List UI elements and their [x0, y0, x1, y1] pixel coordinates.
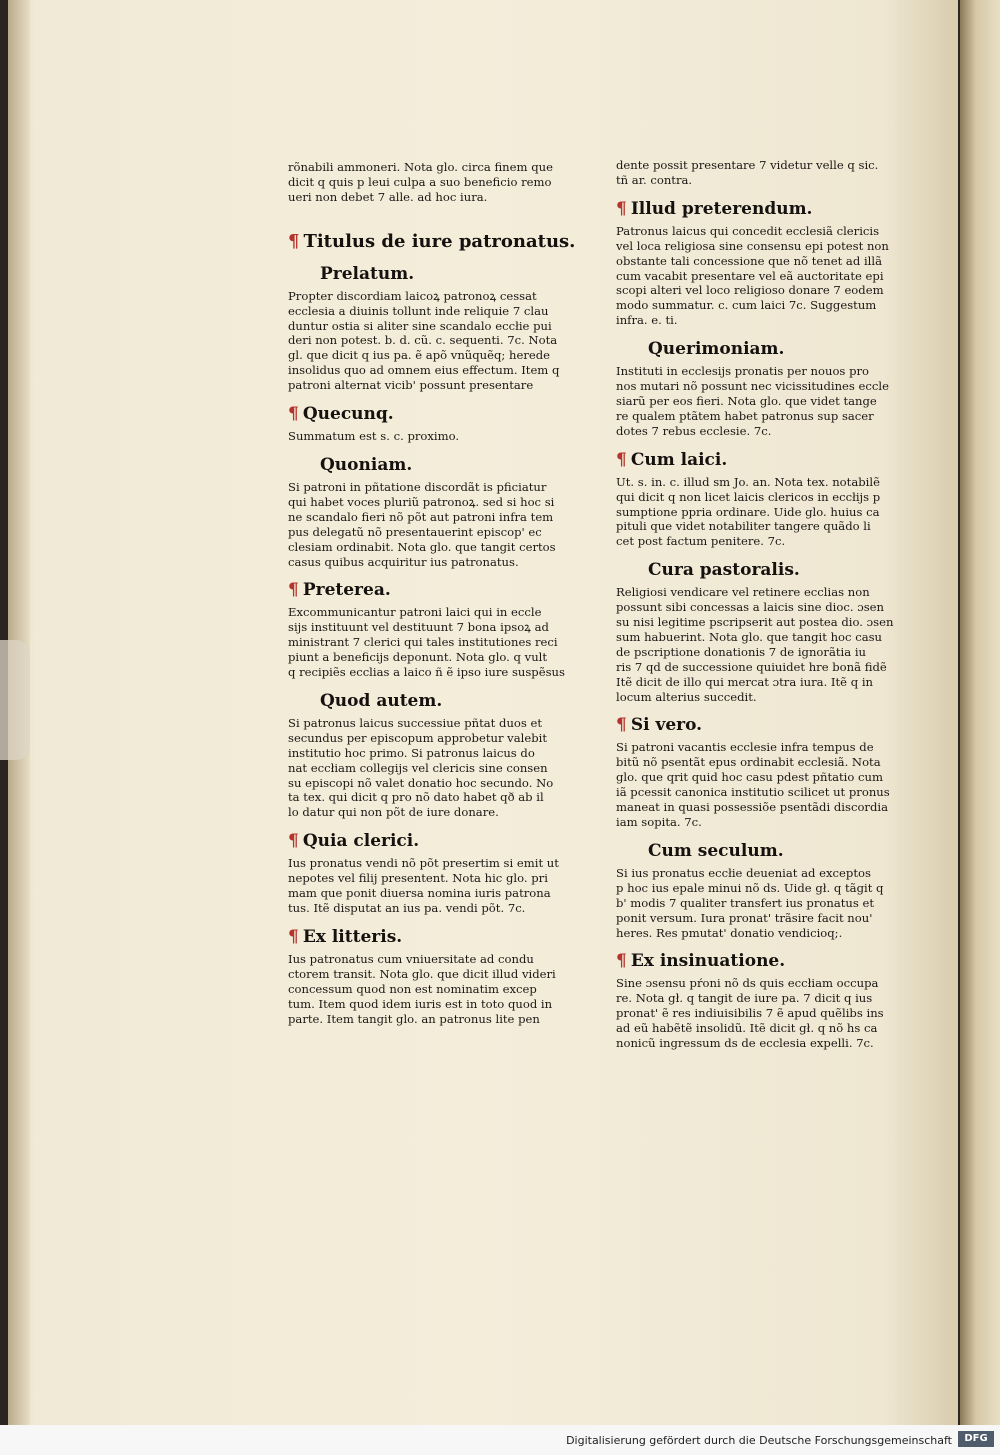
text-line: re qualem ptãtem habet patronus sup sacer — [616, 408, 874, 423]
rubric-mark: ¶ — [288, 230, 300, 252]
text-line: secundus per episcopum approbetur valebit — [288, 730, 547, 745]
text-line: ueri non debet 7 alle. ad hoc iura. — [288, 189, 488, 204]
text-line: ministrant 7 clerici qui tales institutiones reci — [288, 635, 558, 650]
heading-text: Quoniam. — [320, 454, 413, 475]
text-line: cum vacabit presentare vel eã auctoritate epi — [616, 268, 884, 283]
text-line: Religiosi vendicare vel retinere ecclias non — [616, 585, 870, 600]
text-line: Instituti in ecclesijs pronatis per nouos pro — [616, 364, 870, 379]
text-line: ponit versum. Iura pronat' trãsire facit nou' — [616, 910, 873, 925]
chapter-heading — [288, 830, 578, 852]
chapter-heading — [616, 338, 906, 360]
text-line: casus quibus acquiritur ius patronatus. — [288, 554, 519, 569]
text-paragraph — [288, 480, 578, 569]
chapter-heading — [288, 403, 578, 425]
text-line: Itẽ dicit de illo qui mercat ɔtra iura. Itẽ q in — [616, 674, 874, 689]
text-line: deri non potest. b. d. cũ. c. sequenti. 7c. Nota — [288, 333, 558, 348]
text-line: ecclesia a diuinis tollunt inde reliquie 7 clau — [288, 303, 549, 318]
text-line: Ius patronatus cum vniuersitate ad condu — [288, 951, 534, 966]
text-line: pronat' ẽ res indiuisibilis 7 ẽ apud quẽlibs ins — [616, 1006, 884, 1021]
rubric-mark: ¶ — [616, 198, 627, 219]
text-paragraph — [616, 866, 906, 941]
text-paragraph — [616, 475, 906, 550]
text-line: Sine ɔsensu pŕoni nõ ds quis eccłiam occupa — [616, 976, 879, 991]
text-line: dente possit presentare 7 videtur velle q sic. — [616, 158, 879, 172]
text-paragraph — [288, 716, 578, 820]
text-line: scopi alteri vel loco religioso donare 7 eodem — [616, 283, 884, 298]
text-line: su nisi legitime pscripserit aut postea dio. ɔsen — [616, 615, 894, 630]
text-line: Propter discordiam laicoꝝ patronoꝝ cessat — [288, 288, 537, 303]
text-line: p hoc ius epale minui nõ ds. Uide gł. q tãgit q — [616, 880, 884, 895]
text-paragraph — [616, 740, 906, 829]
text-line: maneat in quasi possessiõe psentãdi discordia — [616, 800, 889, 815]
text-line: rõnabili ammoneri. Nota glo. circa finem que — [288, 160, 553, 174]
heading-text: Ex litteris. — [302, 926, 403, 947]
text-line: infra. e. ti. — [616, 313, 678, 328]
chapter-heading — [288, 690, 578, 712]
chapter-heading — [288, 926, 578, 948]
chapter-heading — [288, 454, 578, 476]
text-line: parte. Item tangit glo. an patronus lite pen — [288, 1011, 540, 1026]
heading-text: Quecunq. — [302, 404, 394, 425]
text-paragraph — [616, 364, 906, 439]
text-line: cet post factum penitere. 7c. — [616, 534, 786, 549]
text-paragraph — [288, 952, 578, 1027]
adjacent-page-edge — [960, 0, 1000, 1425]
chapter-heading — [288, 263, 578, 285]
text-line: tum. Item quod idem iuris est in toto quod in — [288, 996, 553, 1011]
text-line: concessum quod non est nominatim excep — [288, 981, 537, 996]
text-paragraph — [288, 429, 578, 444]
chapter-heading — [616, 449, 906, 471]
text-line: insolidus quo ad omnem eius effectum. Item q — [288, 363, 560, 378]
text-paragraph — [616, 976, 906, 1051]
text-line: bitũ nõ psentãt epus ordinabit ecclesiã. Nota — [616, 755, 881, 770]
text-line: Patronus laicus qui concedit ecclesiã clericis — [616, 223, 880, 238]
text-line: q recipiẽs ecclias a laico ñ ẽ ipso iure suspẽsus — [288, 665, 565, 680]
text-line: glo. que qrit quid hoc casu pdest pñtatio cum — [616, 770, 884, 785]
text-line: mam que ponit diuersa nomina iuris patrona — [288, 886, 551, 901]
text-line: Summatum est s. c. proximo. — [288, 429, 460, 444]
text-line: nonicũ ingressum ds de ecclesia expelli. 7c. — [616, 1036, 874, 1051]
text-line: institutio hoc primo. Si patronus laicus do — [288, 745, 535, 760]
text-line: vel loca religiosa sine consensu epi potest non — [616, 238, 889, 253]
text-line: Excommunicantur patroni laici qui in eccle — [288, 605, 542, 620]
heading-text: Querimoniam. — [648, 339, 785, 360]
text-line: ctorem transit. Nota glo. que dicit illud videri — [288, 966, 556, 981]
heading-text: Cum laici. — [630, 449, 728, 470]
text-paragraph — [616, 224, 906, 328]
text-line: tus. Itẽ disputat an ius pa. vendi põt. 7c. — [288, 901, 526, 915]
text-line: qui habet voces pluriũ patronoꝝ. sed si hoc si — [288, 494, 555, 509]
dfg-logo: DFG — [958, 1431, 994, 1447]
chapter-heading — [616, 840, 906, 862]
text-line: siarũ per eos fieri. Nota glo. que videt tange — [616, 393, 877, 408]
rubric-mark: ¶ — [288, 580, 299, 601]
heading-text: Quia clerici. — [302, 831, 420, 852]
heading-text: Ex insinuatione. — [630, 951, 786, 972]
text-line: ris 7 qd de successione quiuidet hre bonã fidẽ — [616, 659, 887, 674]
text-line: clesiam ordinabit. Nota glo. que tangit certos — [288, 539, 556, 554]
text-line: ta tex. qui dicit q pro nõ dato habet qð ab il — [288, 790, 544, 805]
rubric-mark: ¶ — [288, 404, 299, 425]
rubric-mark: ¶ — [288, 926, 299, 947]
left-text-column — [288, 160, 578, 1026]
text-line: Si patroni vacantis ecclesie infra tempus de — [616, 740, 874, 755]
text-line: de pscriptione donationis 7 de ignorãtia iu — [616, 644, 867, 659]
text-line: Ut. s. in. c. illud sm Jo. an. Nota tex. notabilẽ — [616, 474, 880, 489]
text-line: modo summatur. c. cum laici 7c. Suggestum — [616, 298, 877, 313]
text-line: qui dicit q non licet laicis clericos in eccłijs p — [616, 489, 881, 504]
text-line: piunt a beneficijs deponunt. Nota glo. q vult — [288, 650, 548, 665]
chapter-heading — [288, 579, 578, 601]
chapter-heading — [616, 559, 906, 581]
text-paragraph — [288, 856, 578, 916]
text-line: sumptione ppria ordinare. Uide glo. huius ca — [616, 504, 880, 519]
text-paragraph — [288, 289, 578, 393]
text-line: b' modis 7 qualiter transfert ius pronatus et — [616, 895, 875, 910]
text-line: lo datur qui non põt de iure donare. — [288, 805, 499, 820]
rubric-mark: ¶ — [616, 449, 627, 470]
text-line: nepotes vel filij presentent. Nota hic glo. pri — [288, 871, 548, 886]
rubric-mark: ¶ — [288, 831, 299, 852]
text-paragraph — [616, 158, 906, 188]
text-line: Si patronus laicus successiue pñtat duos et — [288, 715, 543, 730]
rubric-mark: ¶ — [616, 715, 627, 736]
funding-credit: Digitalisierung gefördert durch die Deutsche Forschungsgemeinschaft — [566, 1434, 952, 1447]
text-line: sum habuerint. Nota glo. que tangit hoc casu — [616, 629, 883, 644]
text-line: obstante tali concessione que nõ tenet ad illã — [616, 253, 882, 268]
text-line: pituli que videt notabiliter tangere quãdo li — [616, 519, 871, 534]
heading-text: Cura pastoralis. — [648, 560, 800, 581]
heading-text: Quod autem. — [320, 690, 443, 711]
text-line: ne scandalo fieri nõ põt aut patroni infra tem — [288, 509, 554, 524]
text-line: locum alterius succedit. — [616, 689, 757, 704]
text-line: dicit q quis p leui culpa a suo beneficio remo — [288, 174, 552, 189]
heading-text: Illud preterendum. — [630, 198, 813, 219]
heading-text: Preterea. — [302, 580, 391, 601]
page-clip — [0, 640, 30, 760]
heading-text: Titulus de iure patronatus. — [303, 230, 576, 252]
text-line: iam sopita. 7c. — [616, 815, 702, 829]
text-paragraph — [616, 585, 906, 704]
heading-text: Prelatum. — [320, 263, 415, 284]
text-line: ad eũ habẽtẽ insolidũ. Itẽ dicit gł. q nõ hs ca — [616, 1021, 878, 1036]
chapter-heading — [616, 198, 906, 220]
text-line: sijs instituunt vel destituunt 7 bona ipsoꝝ ad — [288, 620, 549, 635]
footer-bar — [0, 1425, 1000, 1455]
text-line: gl. que dicit q ius pa. ẽ apõ vnũquẽq; herede — [288, 348, 551, 363]
chapter-heading — [616, 714, 906, 736]
text-line: Si ius pronatus eccłie deueniat ad exceptos — [616, 865, 871, 880]
text-line: nat eccłiam collegijs vel clericis sine consen — [288, 760, 548, 775]
text-line: Si patroni in pñtatione discordãt is pficiatur — [288, 479, 547, 494]
section-title — [288, 231, 578, 253]
heading-text: Cum seculum. — [648, 840, 784, 861]
text-line: dotes 7 rebus ecclesie. 7c. — [616, 423, 772, 438]
text-line: pus delegatũ nõ presentauerint episcop' ec — [288, 524, 542, 539]
text-line: Ius pronatus vendi nõ põt presertim si emit ut — [288, 856, 559, 871]
text-paragraph — [288, 605, 578, 680]
text-line: possunt sibi concessas a laicis sine dioc. ɔsen — [616, 600, 884, 615]
text-line: patroni alternat vicib' possunt presentare — [288, 378, 534, 393]
text-line: duntur ostia si aliter sine scandalo eccłie pui — [288, 318, 552, 333]
text-line: tñ ar. contra. — [616, 172, 693, 187]
text-line: su episcopi nõ valet donatio hoc secundo. No — [288, 775, 554, 790]
text-line: nos mutari nõ possunt nec vicissitudines eccle — [616, 379, 889, 394]
right-text-column — [616, 158, 906, 1051]
chapter-heading — [616, 950, 906, 972]
text-line: re. Nota gł. q tangit de iure pa. 7 dicit q ius — [616, 991, 873, 1006]
rubric-mark: ¶ — [616, 951, 627, 972]
text-line: iã pcessit canonica institutio scilicet ut pronus — [616, 785, 890, 800]
text-line: heres. Res pmutat' donatio vendicioq;. — [616, 925, 843, 940]
heading-text: Si vero. — [630, 715, 703, 736]
text-paragraph — [288, 160, 578, 205]
